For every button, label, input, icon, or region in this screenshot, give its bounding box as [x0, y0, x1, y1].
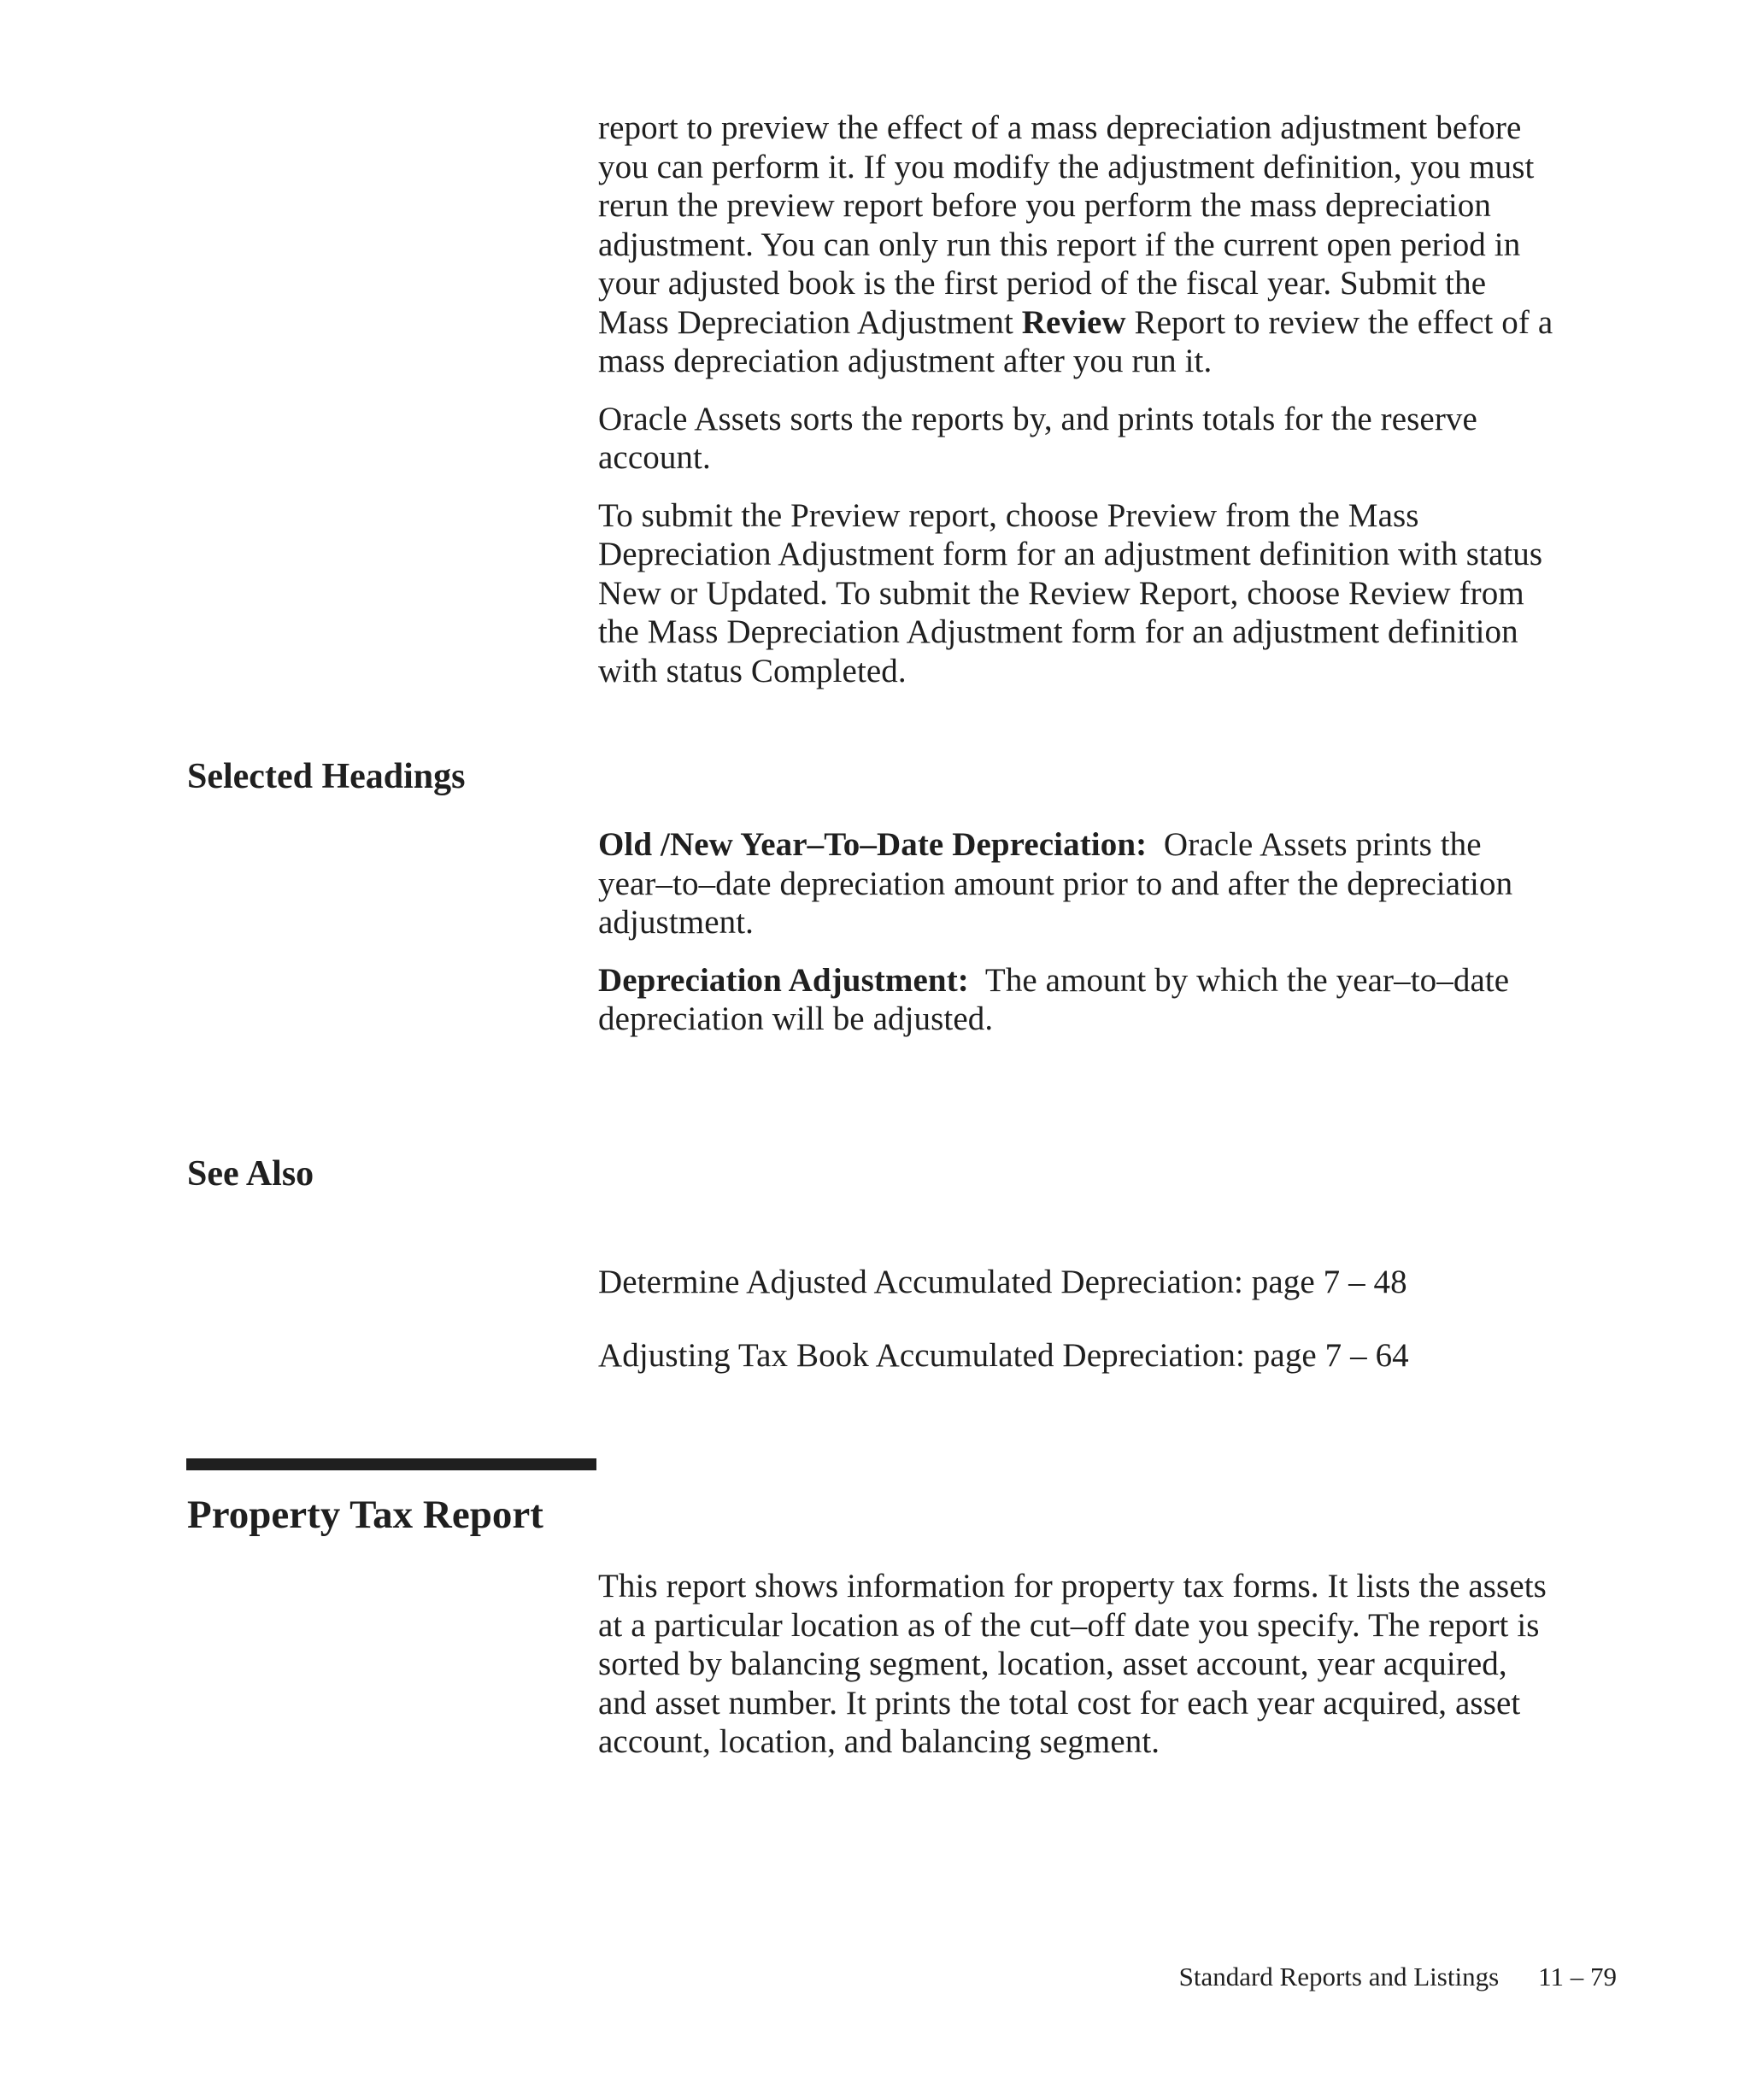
text-line: mass depreciation adjustment after you run it. [598, 343, 1213, 379]
text-line: adjustment. You can only run this report if the current open period in [598, 226, 1521, 263]
text-line: account. [598, 439, 711, 476]
definition-text: adjustment. [598, 904, 754, 941]
definition-text: year–to–date depreciation amount prior to and after the depreciation [598, 865, 1513, 902]
definition-term: Depreciation Adjustment: [598, 961, 969, 999]
text-line: your adjusted book is the first period of the fiscal year. Submit the [598, 265, 1487, 302]
text-line: To submit the Preview report, choose Preview from the Mass [598, 496, 1419, 534]
text-line: This report shows information for property tax forms. It lists the assets [598, 1568, 1547, 1604]
section-rule [186, 1458, 596, 1470]
page-footer [1179, 1962, 1617, 1992]
definition-text: depreciation will be adjusted. [598, 1000, 994, 1037]
text-line: Depreciation Adjustment form for an adjustment definition with status [598, 536, 1543, 572]
see-also-title: See Also [187, 1154, 314, 1194]
definition-text: The amount by which the year–to–date [968, 961, 1510, 999]
intro-paragraph-3 [598, 496, 1624, 691]
heading-definition-depreciation-adjustment [598, 961, 1624, 1039]
heading-definition-old-new-ytd [598, 825, 1624, 942]
text-line: with status Completed. [598, 652, 907, 689]
property-tax-paragraph [598, 1567, 1624, 1762]
definition-text: Oracle Assets prints the [1147, 826, 1482, 863]
text-line: and asset number. It prints the total cost for each year acquired, asset [598, 1684, 1521, 1722]
selected-headings-title: Selected Headings [187, 757, 466, 796]
text-line: report to preview the effect of a mass depreciation adjustment before [598, 109, 1522, 146]
text-line: the Mass Depreciation Adjustment form for an adjustment definition [598, 613, 1518, 650]
see-also-link-1[interactable]: Determine Adjusted Accumulated Depreciation: page 7 – 48 [598, 1264, 1407, 1300]
selected-headings-section [598, 825, 1624, 1039]
property-tax-report-title: Property Tax Report [187, 1493, 543, 1537]
review-emphasis: Review [1021, 303, 1126, 341]
intro-section [598, 109, 1624, 690]
text-line: account, location, and balancing segment. [598, 1723, 1160, 1760]
text-line: Mass Depreciation Adjustment [598, 303, 1022, 341]
definition-term: Old /New Year–To–Date Depreciation: [598, 826, 1148, 863]
property-tax-section [598, 1567, 1624, 1762]
see-also-link-2[interactable]: Adjusting Tax Book Accumulated Depreciation: page 7 – 64 [598, 1337, 1409, 1374]
page-number: 11 – 79 [1538, 1962, 1617, 1991]
text-line: rerun the preview report before you perform the mass depreciation [598, 187, 1491, 224]
text-line: sorted by balancing segment, location, asset account, year acquired, [598, 1645, 1507, 1682]
text-line: at a particular location as of the cut–off date you specify. The report is [598, 1606, 1540, 1644]
footer-section-title: Standard Reports and Listings [1178, 1962, 1500, 1991]
text-line: you can perform it. If you modify the adjustment definition, you must [598, 148, 1535, 185]
intro-paragraph-1 [598, 109, 1624, 381]
intro-paragraph-2 [598, 400, 1624, 478]
text-line: Report to review the effect of a [1125, 303, 1553, 341]
text-line: New or Updated. To submit the Review Report, choose Review from [598, 574, 1524, 612]
text-line: Oracle Assets sorts the reports by, and prints totals for the reserve [598, 400, 1477, 437]
